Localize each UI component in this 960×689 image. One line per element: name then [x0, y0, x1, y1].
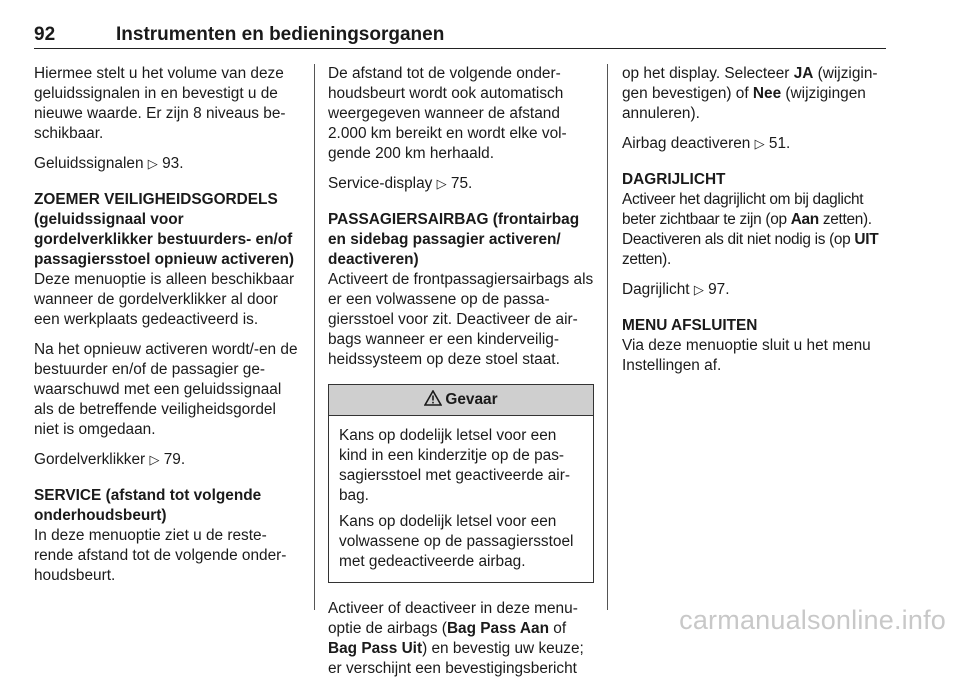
- paragraph: op het display. Selecteer JA (wijzigingen bevestigen) of Nee (wijzigingen annuleren).: [622, 65, 878, 122]
- watermark: carmanualsonline.info: [679, 605, 946, 635]
- warning-text: Kans op dodelijk letsel voor een kind in een kinderzitje op de passagiersstoel met geactiveerde airbag.: [339, 427, 570, 504]
- warning-box: [328, 384, 594, 583]
- paragraph: Hiermee stelt u het volume van deze geluidssignalen in en bevestigt u de nieuwe waarde. Er zijn 8 niveaus beschikbaar.: [34, 65, 286, 142]
- cross-reference[interactable]: Service-display ▷ 75.: [328, 175, 473, 192]
- column-divider: [314, 64, 315, 610]
- paragraph: Na het opnieuw activeren wordt/-en de bestuurder en/of de passagier gewaarschuwd met een geluidssignaal als de betreffende veiligheidsgordel niet is omgedaan.: [34, 341, 298, 438]
- column-2: [328, 64, 594, 689]
- warning-title: Gevaar: [445, 391, 498, 408]
- reference-arrow-icon: ▷: [436, 176, 447, 191]
- paragraph: In deze menuoptie ziet u de resterende afstand tot de volgende onderhoudsbeurt.: [34, 527, 287, 584]
- warning-triangle-icon: [424, 390, 442, 406]
- paragraph: Via deze menuoptie sluit u het menu Instellingen af.: [622, 337, 871, 374]
- paragraph: Activeert de frontpassagiersairbags als er een volwassene op de passagiersstoel voor zit. Deactiveer de airbags wanneer er een kinderveiligheidssysteem op deze stoel staat.: [328, 271, 594, 368]
- warning-header: [329, 385, 593, 416]
- chapter-title: Instrumenten en bedieningsorganen: [116, 24, 445, 45]
- section-heading: MENU AFSLUITEN: [622, 317, 758, 334]
- paragraph: Activeer of deactiveer in deze menuoptie de airbags (Bag Pass Aan of Bag Pass Uit) en bevestig uw keuze; er verschijnt een bevestigingsbericht: [328, 600, 584, 677]
- cross-reference[interactable]: Geluidssignalen ▷ 93.: [34, 155, 184, 172]
- page-header: [34, 14, 886, 49]
- paragraph: De afstand tot de volgende onderhoudsbeurt wordt ook automatisch weergegeven wanneer de afstand 2.000 km bereikt en wordt elke volgende 200 km herhaald.: [328, 65, 567, 162]
- section-heading: PASSAGIERSAIRBAG (frontairbag en sidebag passagier activeren/ deactiveren): [328, 211, 580, 268]
- section-heading: ZOEMER VEILIGHEIDSGORDELS (geluidssignaal voor gordelverklikker bestuurders- en/of passagiersstoel opnieuw activeren): [34, 191, 295, 268]
- cross-reference[interactable]: Gordelverklikker ▷ 79.: [34, 451, 186, 468]
- reference-arrow-icon: ▷: [147, 156, 158, 171]
- cross-reference[interactable]: Dagrijlicht ▷ 97.: [622, 281, 730, 298]
- column-3: [622, 64, 888, 386]
- section-heading: SERVICE (afstand tot volgende onderhoudsbeurt): [34, 487, 262, 524]
- column-divider: [607, 64, 608, 610]
- warning-text: Kans op dodelijk letsel voor een volwassene op de passagiersstoel met gedeactiveerde airbag.: [339, 513, 574, 570]
- page-number: 92: [34, 24, 56, 45]
- cross-reference[interactable]: Airbag deactiveren ▷ 51.: [622, 135, 791, 152]
- reference-arrow-icon: ▷: [754, 136, 765, 151]
- reference-arrow-icon: ▷: [693, 282, 704, 297]
- paragraph: Deze menuoptie is alleen beschikbaar wanneer de gordelverklikker al door een werkplaats gedeactiveerd is.: [34, 271, 295, 328]
- section-heading: DAGRIJLICHT: [622, 171, 726, 188]
- column-1: [34, 64, 300, 596]
- paragraph: Activeer het dagrijlicht om bij daglicht beter zichtbaar te zijn (op Aan zetten). Deactiveren als dit niet nodig is (op UIT zetten).: [622, 191, 879, 268]
- reference-arrow-icon: ▷: [149, 452, 160, 467]
